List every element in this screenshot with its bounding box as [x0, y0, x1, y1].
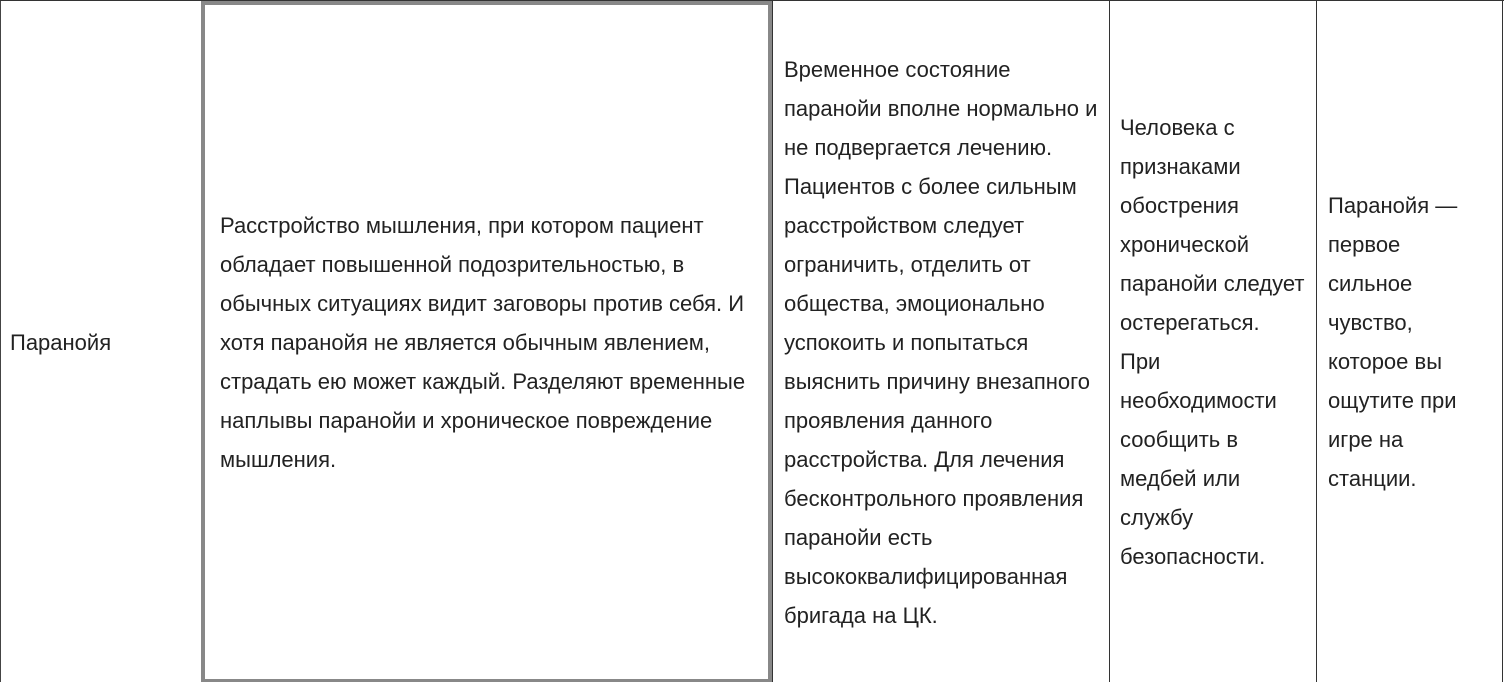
- cell-note: [1316, 1, 1503, 682]
- treatment-text: Временное состояние паранойи вполне нормально и не подвергается лечению. Пациентов с более сильным расстройством следует ограничить, отделить от общества, эмоционально успокоить и попытаться выяснить причину внезапного проявления данного расстройства. Для лечения бесконтрольного проявления паранойи есть высококвалифицированная бригада на ЦК.: [784, 56, 1098, 628]
- table-right-border: [1502, 1, 1503, 682]
- description-text: Расстройство мышления, при котором пациент обладает повышенной подозрительностью, в обычных ситуациях видит заговоры против себя. И хотя паранойя не является обычным явлением, страдать ею может каждый. Разделяют временные наплывы паранойи и хроническое повреждение мышления.: [220, 212, 746, 472]
- cell-condition-name: [0, 1, 201, 682]
- cell-treatment: [772, 1, 1109, 682]
- cell-description-selected[interactable]: [201, 1, 772, 682]
- warning-text: Человека с признаками обострения хронической паранойи следует остерегаться. При необходимости сообщить в медбей или службу безопасности.: [1120, 115, 1305, 569]
- note-text: Паранойя — первое сильное чувство, которое вы ощутите при игре на станции.: [1328, 193, 1458, 491]
- cell-warning: [1109, 1, 1316, 682]
- condition-name-text: Паранойя: [10, 329, 112, 355]
